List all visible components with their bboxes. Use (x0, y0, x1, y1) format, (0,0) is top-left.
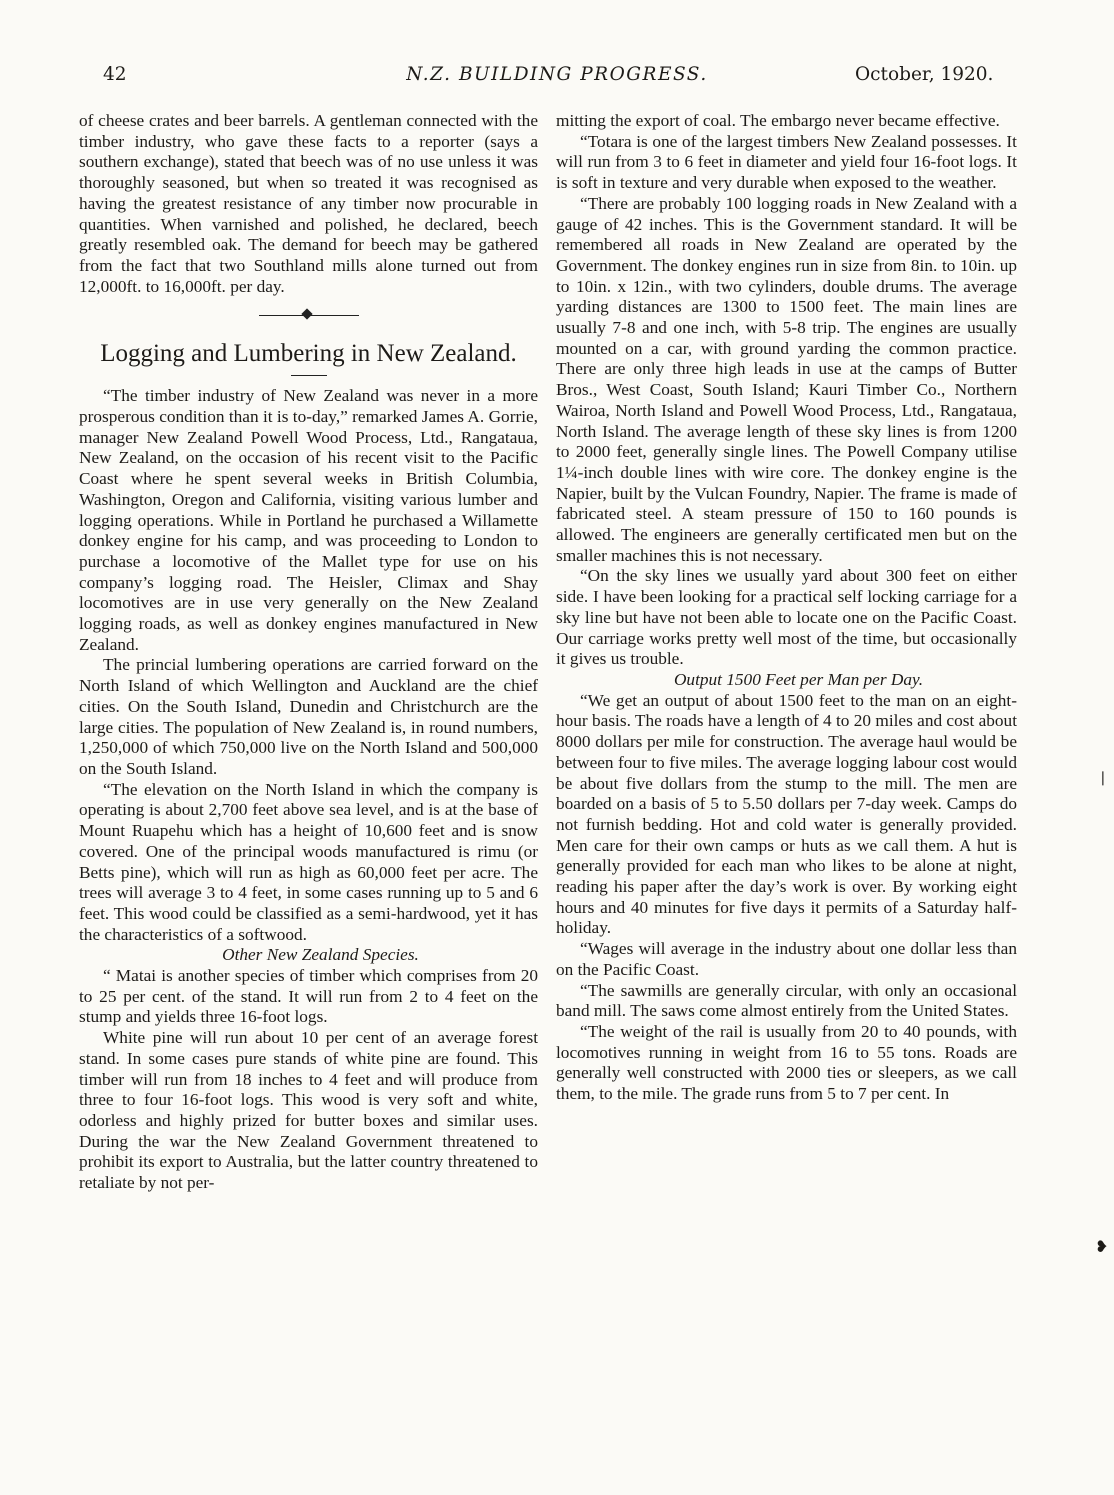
continued-paragraph: of cheese crates and beer barrels. A gentleman connected with the timber industry, who gave these facts to a reporter (says a southern exchange), stated that beech was of no use unless it was thoroughly seasoned, but when so treated it was recognised as having the greatest resistance of any timber now procurable in quantities. When varnished and polished, he declared, beech greatly resembled oak. The demand for beech may be gathered from the fact that two Southland mills alone turned out from 12,000ft. to 16,000ft. per day. (79, 111, 538, 296)
article-paragraph: “The timber industry of New Zealand was never in a more prosperous condition than it is to-day,” remarked James A. Gorrie, manager New Zealand Powell Wood Process, Ltd., Rangataua, New Zealand, on the occasion of his recent visit to the Pacific Coast where he spent several weeks in British Columbia, Washington, Oregon and California, visiting various lumber and logging operations. While in Portland he purchased a Willamette donkey engine for his camp, and was proceeding to London to purchase a locomotive of the Mallet type for use on his company’s logging road. The Heisler, Climax and Shay locomotives are in use very generally on the New Zealand logging roads, as well as donkey engines manufactured in New Zealand. (79, 386, 538, 654)
margin-mark-icon: ❘ (1097, 770, 1109, 786)
article-paragraph: “We get an output of about 1500 feet to the man on an eight-hour basis. The roads have a length of 4 to 20 miles and cost about 8000 dollars per mile for construction. The average haul would be between four to five miles. The average logging labour cost would be about five dollars from the stump to the mill. The men are boarded on a basis of 5 to 5.50 dollars per 7-day week. Camps do not furnish bedding. Hot and cold water is generally provided. Men care for their own camps or huts as we call them. A hut is generally provided for each man who likes to be alone at night, reading his paper after the day’s work is over. By working eight hours and 40 minutes for five days it permits of a Saturday half-holiday. (556, 690, 1017, 938)
article-paragraph: “ Matai is another species of timber which comprises from 20 to 25 per cent. of the stand. It will run from 2 to 4 feet on the stump and yields three 16-foot logs. (79, 966, 538, 1027)
article-paragraph: “Totara is one of the largest timbers New Zealand possesses. It will run from 3 to 6 feet in diameter and yield four 16-foot logs. It is soft in texture and very durable when exposed to the weather. (556, 131, 1017, 193)
article-paragraph: “Wages will average in the industry about one dollar less than on the Pacific Coast. (556, 939, 1017, 979)
article-paragraph: White pine will run about 10 per cent of an average forest stand. In some cases pure stands of white pine are found. This timber will run from 18 inches to 4 feet and will produce from three to four 16-foot logs. This wood is very soft and white, odorless and highly prized for butter boxes and similar uses. During the war the New Zealand Government threatened to prohibit its export to Australia, but the latter country threatened to retaliate by not per- (79, 1028, 538, 1193)
title-rule (291, 375, 327, 376)
subheading: Other New Zealand Species. (222, 945, 419, 965)
article-title: Logging and Lumbering in New Zealand. (100, 340, 517, 368)
publication-title: N.Z. BUILDING PROGRESS. (406, 64, 708, 85)
article-paragraph: mitting the export of coal. The embargo never became effective. (556, 111, 1000, 130)
article-paragraph: “On the sky lines we usually yard about 300 feet on either side. I have been looking for a practical self locking carriage for a sky line but have not been able to locate one on the Pacific Coast. Our carriage works pretty well most of the time, but occasionally it gives us trouble. (556, 566, 1017, 669)
subheading: Output 1500 Feet per Man per Day. (673, 669, 924, 689)
article-paragraph: “There are probably 100 logging roads in New Zealand with a gauge of 42 inches. This is the Government standard. It will be remembered all roads in New Zealand are operated by the Government. The donkey engines run in size from 8in. to 10in. up to 10in. x 12in., with two cylinders, double drums. The average yarding distances are 1300 to 1500 feet. The main lines are usually 7-8 and one inch, with 5-8 trip. The engines are usually mounted on a car, with ground yarding the common practice. There are only three high leads in use at the camps of Butter Bros., West Coast, South Island; Kauri Timber Co., Northern Wairoa, North Island and Powell Wood Process, Ltd., Rangataua, North Island. The average length of these sky lines is from 1200 to 2000 feet, generally single lines. The Powell Company utilise 1¼-inch double lines with wire core. The donkey engine is the Napier, built by the Vulcan Foundry, Napier. The frame is made of fabricated steel. A steam pressure of 150 to 160 pounds is allowed. The engineers are generally certificated men but on the smaller machines this is not necessary. (556, 193, 1017, 565)
section-separator (79, 297, 538, 325)
left-column (79, 111, 538, 1194)
article-paragraph: “The elevation on the North Island in which the company is operating is about 2,700 feet above sea level, and is at the base of Mount Ruapehu which has a height of 10,600 feet and is snow covered. One of the principal woods manufactured is rimu (or Betts pine), which will run as high as 60,000 feet per acre. The trees will average 3 to 4 feet, in some cases running up to 5 and 6 feet. This wood could be classified as a semi-hardwood, yet it has the characteristics of a softwood. (79, 779, 538, 944)
page-number: 42 (103, 64, 127, 85)
separator-diamond-icon (301, 309, 312, 320)
article-paragraph: “The weight of the rail is usually from 20 to 40 pounds, with locomotives running in weight from 16 to 55 tons. Roads are generally well constructed with 2000 ties or sleepers, as we call them, to the mile. The grade runs from 5 to 7 per cent. In (556, 1021, 1017, 1104)
article-paragraph: The princial lumbering operations are carried forward on the North Island of which Wellington and Auckland are the chief cities. On the South Island, Dunedin and Christchurch are the large cities. The population of New Zealand is, in round numbers, 1,250,000 of which 750,000 live on the North Island and 500,000 on the South Island. (79, 655, 538, 778)
right-column (556, 111, 1017, 1105)
article-paragraph: “The sawmills are generally circular, with only an occasional band mill. The saws come almost entirely from the United States. (556, 980, 1017, 1021)
issue-date: October, 1920. (855, 64, 994, 85)
running-header (0, 64, 1114, 94)
margin-blot-icon: ❥ (1095, 1237, 1109, 1256)
